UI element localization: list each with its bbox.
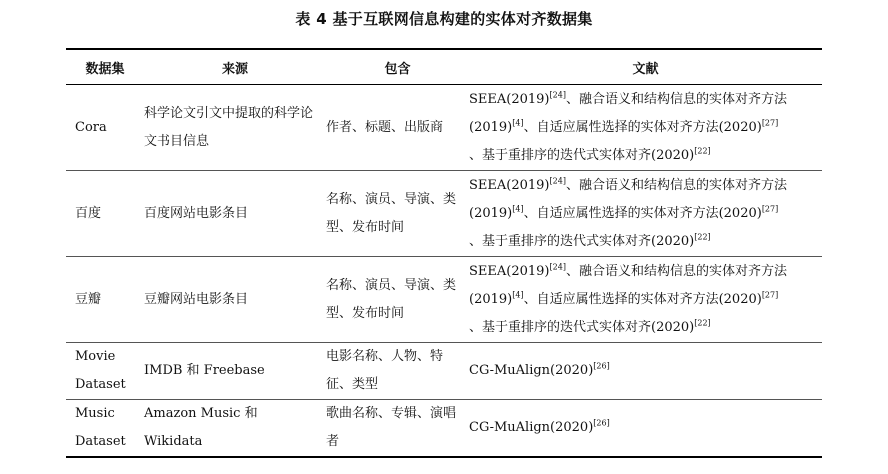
table-row	[66, 85, 822, 171]
reference-line: (2019)[4]、自适应属性选择的实体对齐方法(2020)[27]	[469, 290, 779, 307]
cell-source: 豆瓣网站电影条目	[144, 291, 249, 307]
cell-contains: 名称、演员、导演、类型、发布时间	[326, 191, 457, 235]
reference-line: (2019)[4]、自适应属性选择的实体对齐方法(2020)[27]	[469, 118, 779, 135]
cell-contains: 电影名称、人物、特征、类型	[326, 349, 444, 392]
header-contains: 包含	[384, 61, 411, 77]
cell-dataset: Movie Dataset	[75, 349, 126, 392]
cell-source: Amazon Music 和 Wikidata	[144, 406, 258, 449]
reference-line: SEEA(2019)[24]、融合语义和结构信息的实体对齐方法	[469, 176, 787, 193]
cell-dataset: 豆瓣	[75, 291, 102, 307]
cell-references	[469, 343, 822, 400]
table-row	[66, 171, 822, 257]
cell-references	[469, 171, 822, 257]
table-row	[66, 257, 822, 343]
cell-contains: 作者、标题、出版商	[326, 119, 444, 135]
table-row	[66, 400, 822, 458]
cell-dataset: Cora	[75, 119, 107, 135]
cell-dataset: 百度	[75, 205, 102, 221]
cell-source: 科学论文引文中提取的科学论文书目信息	[144, 105, 314, 149]
cell-references	[469, 85, 822, 171]
cell-references	[469, 257, 822, 343]
reference-line: 、基于重排序的迭代式实体对齐(2020)[22]	[469, 232, 711, 249]
dataset-table	[66, 48, 822, 458]
table-row	[66, 343, 822, 400]
reference-line: CG-MuAlign(2020)[26]	[469, 361, 610, 378]
cell-contains: 歌曲名称、专辑、演唱者	[326, 406, 457, 449]
cell-source: 百度网站电影条目	[144, 205, 249, 221]
cell-references	[469, 400, 822, 458]
reference-line: 、基于重排序的迭代式实体对齐(2020)[22]	[469, 146, 711, 163]
reference-line: SEEA(2019)[24]、融合语义和结构信息的实体对齐方法	[469, 262, 787, 279]
header-source: 来源	[221, 61, 248, 77]
reference-line: SEEA(2019)[24]、融合语义和结构信息的实体对齐方法	[469, 90, 787, 107]
reference-line: (2019)[4]、自适应属性选择的实体对齐方法(2020)[27]	[469, 204, 779, 221]
cell-contains: 名称、演员、导演、类型、发布时间	[326, 277, 457, 321]
reference-line: 、基于重排序的迭代式实体对齐(2020)[22]	[469, 318, 711, 335]
table-caption: 表 4 基于互联网信息构建的实体对齐数据集	[295, 10, 593, 28]
cell-dataset: Music Dataset	[75, 406, 126, 449]
reference-line: CG-MuAlign(2020)[26]	[469, 418, 610, 435]
header-dataset: 数据集	[85, 61, 125, 77]
header-row	[66, 49, 822, 85]
cell-source: IMDB 和 Freebase	[144, 363, 265, 378]
header-references: 文献	[632, 61, 659, 77]
